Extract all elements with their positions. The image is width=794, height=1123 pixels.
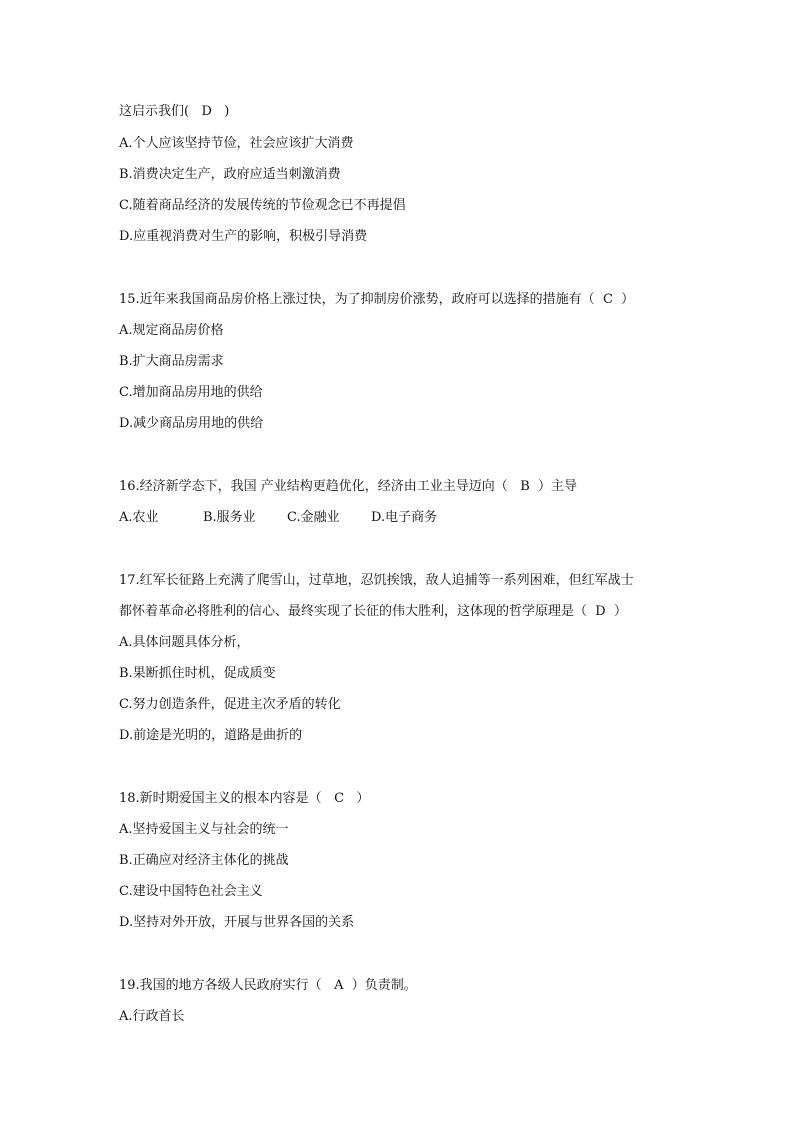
q19-stem: 19.我国的地方各级人民政府实行（ A ）负责制。 (119, 978, 417, 993)
q17-option-d: D.前途是光明的，道路是曲折的 (119, 728, 303, 743)
q17-option-a: A.具体问题具体分析， (119, 635, 250, 650)
q16-option-d: D.电子商务 (371, 510, 438, 525)
q15-option-b: B.扩大商品房需求 (119, 354, 224, 369)
q18-option-d: D.坚持对外开放，开展与世界各国的关系 (119, 915, 355, 930)
q15-option-d: D.减少商品房用地的供给 (119, 416, 264, 431)
q14-option-b: B.消费决定生产，政府应适当刺激消费 (119, 167, 341, 182)
q17-option-b: B.果断抓住时机，促成质变 (119, 666, 276, 681)
q18-option-a: A.坚持爱国主义与社会的统一 (119, 822, 289, 837)
q14-option-a: A.个人应该坚持节俭，社会应该扩大消费 (119, 136, 354, 151)
q18-option-b: B.正确应对经济主体化的挑战 (119, 853, 289, 868)
q15-stem: 15.近年来我国商品房价格上涨过快，为了抑制房价涨势，政府可以选择的措施有（ C ） (119, 292, 635, 307)
q17-stem-line1: 17.红军长征路上充满了爬雪山，过草地，忍饥挨饿，敌人追捕等一系列困难，但红军战士 (119, 573, 634, 588)
q17-stem-line2: 都怀着革命必将胜利的信心、最终实现了长征的伟大胜利，这体现的哲学原理是（ D ） (119, 604, 627, 619)
q15-option-a: A.规定商品房价格 (119, 323, 224, 338)
q15-option-c: C.增加商品房用地的供给 (119, 385, 263, 400)
q19-option-a: A.行政首长 (119, 1009, 185, 1024)
q18-stem: 18.新时期爱国主义的根本内容是（ C ） (119, 791, 370, 806)
q14-option-d: D.应重视消费对生产的影响，积极引导消费 (119, 229, 368, 244)
q14-option-c: C.随着商品经济的发展传统的节俭观念已不再提倡 (119, 198, 406, 213)
q16-option-a: A.农业 (119, 510, 159, 525)
q14-stem: 这启示我们( D ) (119, 104, 230, 119)
q16-option-c: C.金融业 (287, 510, 340, 525)
q17-option-c: C.努力创造条件，促进主次矛盾的转化 (119, 697, 341, 712)
q16-option-b: B.服务业 (203, 510, 256, 525)
q18-option-c: C.建设中国特色社会主义 (119, 884, 263, 899)
q16-stem: 16.经济新学态下，我国 产业结构更趋优化，经济由工业主导迈向（ B ）主导 (119, 479, 578, 494)
